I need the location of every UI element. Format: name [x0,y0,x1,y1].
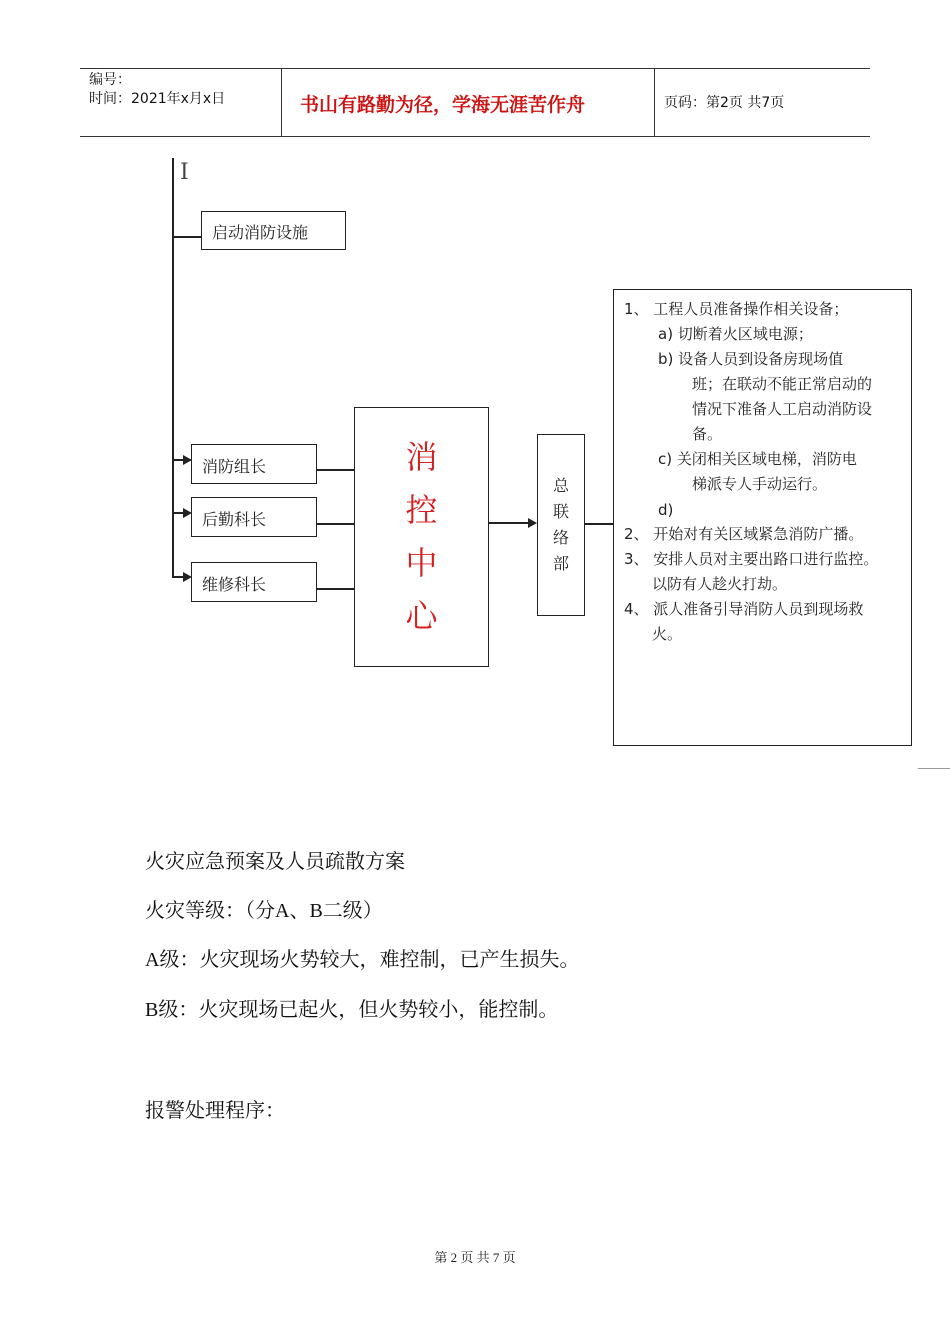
page-label: 页码：第2页 共7页 [664,95,785,111]
role-box-fire-leader [191,444,317,484]
liaison-char: 络 [552,528,569,547]
liaison-char: 联 [552,502,569,521]
task-item: 梯派专人手动运行。 [692,475,828,493]
task-item: a) 切断着火区域电源； [658,325,813,343]
branch-start-facilities [172,236,202,238]
control-center-char: 中 [405,544,438,582]
role-box-maintenance-chief [191,562,317,602]
page-edge-marker [918,768,950,769]
task-list-box [613,289,912,746]
liaison-char: 总 [552,476,569,495]
trunk-line [172,158,174,578]
task-item: 备。 [692,425,723,443]
liaison-char: 部 [552,554,569,573]
task-item: 情况下准备人工启动消防设 [692,400,873,418]
alarm-procedure-heading: 报警处理程序： [145,1100,285,1122]
section-title: 火灾应急预案及人员疏散方案 [145,851,405,873]
header-top-border [80,68,870,69]
connector-role-1 [317,469,355,471]
task-item: b) 设备人员到设备房现场值 [658,350,844,368]
role-label: 消防组长 [202,457,267,476]
connector-liaison-tasks [585,523,614,525]
time-label: 时间：2021年x月x日 [89,91,226,107]
task-item: c) 关闭相关区域电梯，消防电 [658,450,857,468]
connector-role-3 [317,588,355,590]
page-footer: 第 2 页 共 7 页 [434,1250,516,1265]
role-box-logistics-chief [191,497,317,537]
task-item: 1、 工程人员准备操作相关设备； [624,300,849,318]
fire-levels-line: 火灾等级：（分A、B二级） [145,900,383,922]
header-divider-right [654,68,655,137]
control-center-char: 控 [405,491,438,529]
liaison-department-box [537,434,585,616]
control-center-char: 心 [405,597,438,635]
role-label: 维修科长 [202,575,267,594]
task-item: 2、 开始对有关区域紧急消防广播。 [624,525,864,543]
start-facilities-box [201,211,346,250]
control-center-char: 消 [405,438,438,476]
task-item: 火。 [652,625,683,643]
task-item: d) [658,501,674,519]
task-item: 4、 派人准备引导消防人员到现场救 [624,600,864,618]
connector-role-2 [317,523,355,525]
text-cursor-icon: I [180,160,189,185]
task-item: 以防有人趁火打劫。 [652,575,788,593]
header-bottom-border [80,136,870,137]
level-a-line: A级：火灾现场火势较大，难控制，已产生损失。 [145,949,580,971]
arrow-right-icon [528,518,537,528]
task-item: 3、 安排人员对主要出路口进行监控。 [624,550,879,568]
number-label: 编号： [89,72,131,88]
control-center-box [354,407,489,667]
start-facilities-label: 启动消防设施 [212,223,309,242]
task-item: 班；在联动不能正常启动的 [692,375,873,393]
role-label: 后勤科长 [202,510,267,529]
header-motto: 书山有路勤为径，学海无涯苦作舟 [300,94,586,116]
connector-center-liaison [489,522,529,524]
level-b-line: B级：火灾现场已起火，但火势较小，能控制。 [145,999,559,1021]
header-divider-left [281,68,282,137]
